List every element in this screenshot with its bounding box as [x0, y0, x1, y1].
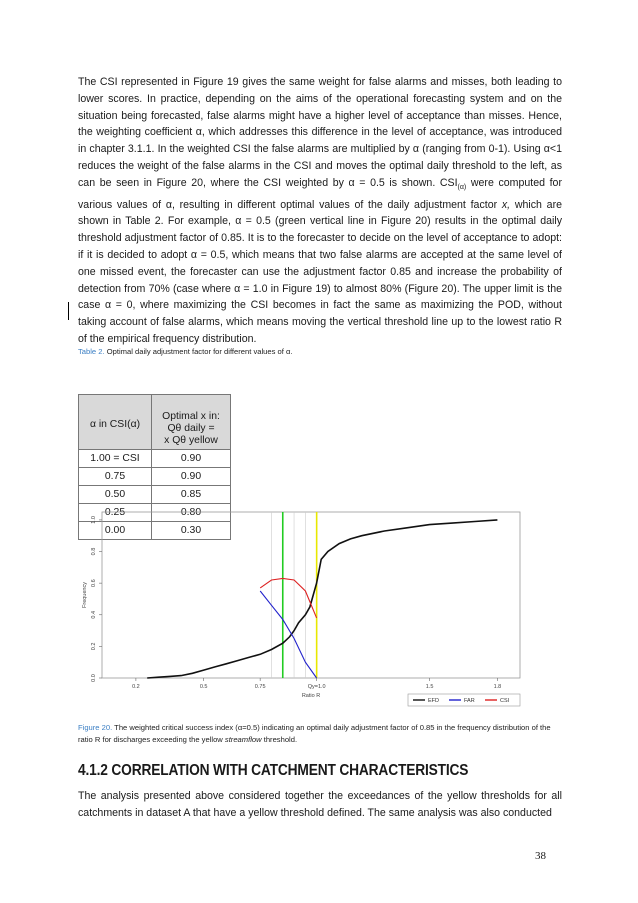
table-header-line-3: x Qθ yellow: [164, 435, 218, 446]
y-tick-label: 0.4: [91, 610, 97, 619]
x-tick-label: 1.5: [425, 684, 434, 690]
figure-20-chart: [78, 506, 534, 716]
table-2-caption: [78, 346, 562, 358]
y-tick-label: 0.2: [91, 642, 97, 651]
y-tick-label: 0.8: [91, 547, 97, 556]
table-cell-alpha: 0.50: [79, 486, 152, 504]
section-heading-4-1-2: 4.1.2 CORRELATION WITH CATCHMENT CHARACTERISTICS: [78, 762, 469, 779]
table-2-caption-text: Optimal daily adjustment factor for different values of α.: [104, 347, 293, 356]
figure-20-caption-text: The weighted critical success index (α=0.5) indicating an optimal daily adjustment factor of 0.85 in the frequency distribution of the ratio R for discharges exceeding the yellow streamflow threshold.: [78, 723, 551, 744]
table-cell-alpha: 0.25: [79, 504, 152, 522]
series-line-csi: [260, 578, 316, 618]
table-cell-alpha: 0.75: [79, 468, 152, 486]
table-cell-x: 0.90: [152, 450, 231, 468]
legend-label-csi: CSI: [500, 698, 510, 705]
table-header-line-2: Qθ daily =: [167, 423, 215, 434]
table-header-row: [79, 395, 231, 450]
table-header-line-1: Optimal x in:: [162, 411, 220, 422]
x-tick-label: 0.5: [199, 684, 208, 690]
table-row: [79, 486, 231, 504]
paragraph-csi-weighting: The CSI represented in Figure 19 gives the same weight for false alarms and misses, both leading to lower scores. In practice, depending on the aims of the operational forecasting system and on the situation being forecasted, false alarms might have a higher level of acceptance than misses. Hence, the weighting coefficient α, which addresses this difference in the level of acceptance, was introduced in chapter 3.1.1. In the weighted CSI the false alarms are multiplied by α (ranging from 0-1). Using α<1 reduces the weight of the false alarms in the CSI and moves the optimal daily threshold to the left, as can be seen in Figure 20, where the CSI weighted by α = 0.5 is shown. $CSI_{(\alpha)}$ were computed for various values of α, resulting in different optimal values of the daily adjustment factor x, which are shown in Table 2. For example, α = 0.5 (green vertical line in Figure 20) results in the optimal daily threshold adjustment factor of 0.85. It is to the forecaster to decide on the level of acceptance to adopt: if it is decided to adopt α = 0.5, which means that two false alarms are accepted at the same level of one missed event, the forecaster can use the adjustment factor 0.85 and increase the probability of detection from 70% (case where α = 1.0 in Figure 19) to almost 80% (Figure 20). The upper limit is the case α = 0, where maximizing the CSI becomes in fact the same as maximizing the POD, without taking account of false alarms, which means moving the vertical threshold line up to the lowest ratio R of the empirical frequency distribution.: [78, 76, 562, 346]
y-axis-label: Frequency: [82, 582, 88, 608]
table-row: [79, 468, 231, 486]
x-tick-label-threshold: Qy=1.0: [307, 684, 326, 690]
x-tick-label: 0.2: [132, 684, 140, 690]
figure-20-caption-label: Figure 20.: [78, 723, 113, 732]
series-line-efd: [147, 520, 497, 678]
table-header-optimal-x: [152, 395, 231, 450]
table-cell-x: 0.90: [152, 468, 231, 486]
table-cell-x: 0.85: [152, 486, 231, 504]
revision-change-bar: [68, 302, 69, 320]
table-cell-alpha: 1.00 = CSI: [79, 450, 152, 468]
legend-label-far: FAR: [464, 698, 475, 705]
table-header-alpha: α in CSI(α): [79, 395, 152, 450]
x-axis-label: Ratio R: [301, 693, 321, 699]
table-cell-x: 0.30: [152, 522, 231, 540]
series-line-far: [260, 591, 316, 678]
figure-20-caption: [78, 722, 562, 746]
x-tick-label: 0.75: [254, 684, 266, 690]
table-row: [79, 450, 231, 468]
table-2-caption-label: Table 2.: [78, 347, 105, 356]
y-tick-label: 0.6: [91, 579, 97, 587]
table-cell-alpha: 0.00: [79, 522, 152, 540]
y-tick-label: 0.0: [91, 674, 97, 682]
legend-label-efd: EFD: [428, 698, 439, 705]
page-number: 38: [535, 850, 546, 862]
x-tick-label: 1.8: [493, 684, 502, 690]
y-tick-label: 1.0: [91, 516, 97, 524]
plot-frame: [102, 512, 520, 678]
paragraph-catchment-analysis: The analysis presented above considered together the exceedances of the yellow thresholds for all catchments in dataset A that have a yellow threshold defined. The same analysis was also conducted: [78, 790, 562, 819]
table-cell-x: 0.80: [152, 504, 231, 522]
